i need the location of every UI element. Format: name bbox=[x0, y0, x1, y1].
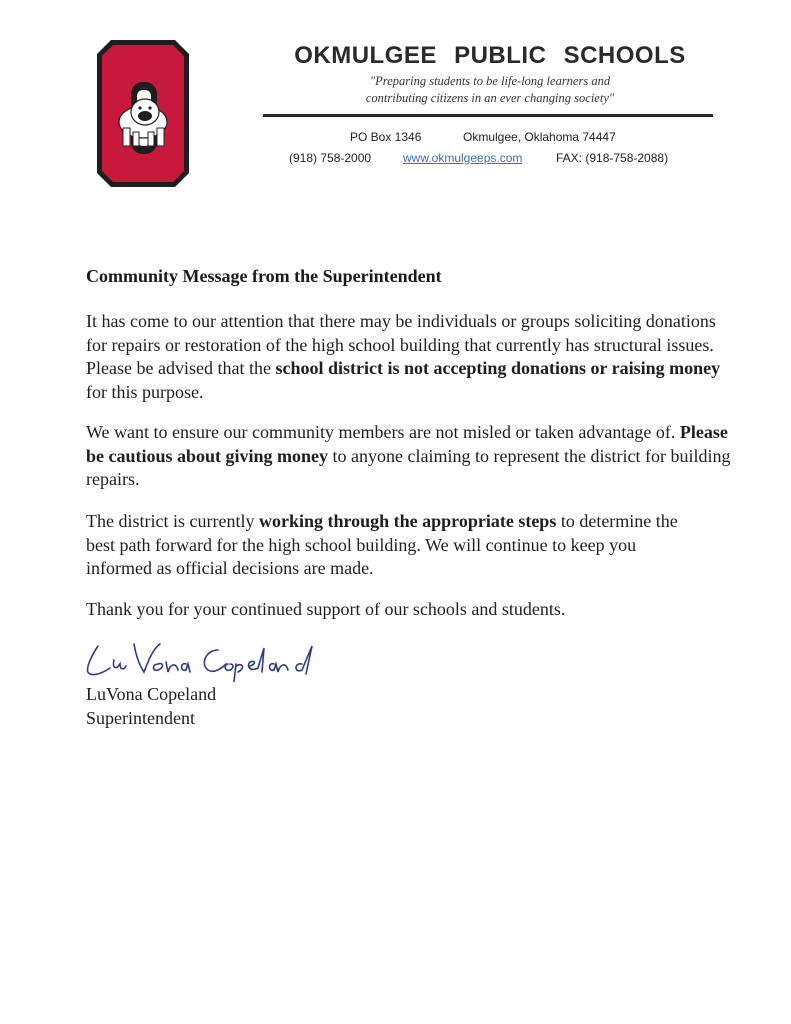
letterhead-divider bbox=[263, 114, 713, 117]
po-box: PO Box 1346 bbox=[350, 130, 422, 144]
paragraph-3-emphasis: working through the appropriate steps bbox=[258, 511, 557, 531]
signature-icon bbox=[80, 638, 330, 682]
motto-line-1: "Preparing students to be life-long learners and bbox=[369, 74, 611, 88]
school-motto bbox=[260, 73, 720, 107]
paragraph-2 bbox=[86, 421, 736, 492]
motto-line-2: contributing citizens in an ever changing society" bbox=[365, 91, 615, 105]
website-link[interactable]: www.okmulgeeps.com bbox=[403, 151, 523, 165]
paragraph-3 bbox=[86, 510, 686, 581]
letter-heading: Community Message from the Superintendent bbox=[86, 266, 442, 286]
paragraph-1-text-end: for this purpose. bbox=[86, 381, 204, 402]
fax-number: FAX: (918-758-2088) bbox=[556, 151, 669, 165]
paragraph-3-text-end: to determine the best path forward for the high school building. We will continue to keep you informed as official decisions are made. bbox=[86, 511, 678, 578]
handwritten-signature bbox=[80, 638, 330, 687]
paragraph-1-emphasis: school district is not accepting donations or raising money bbox=[275, 358, 721, 378]
phone-number: (918) 758-2000 bbox=[289, 151, 372, 165]
signer-title: Superintendent bbox=[86, 708, 195, 728]
paragraph-3-text: The district is currently bbox=[86, 511, 259, 531]
paragraph-2-text-end: to anyone claiming to represent the district for building repairs. bbox=[86, 445, 731, 489]
paragraph-2-text: We want to ensure our community members are not misled or taken advantage of. bbox=[86, 422, 680, 442]
paragraph-2-emphasis: Please be cautious about giving money bbox=[86, 422, 728, 466]
paragraph-4: Thank you for your continued support of our schools and students. bbox=[86, 599, 566, 619]
paragraph-1 bbox=[86, 310, 736, 404]
bulldog-o-logo-icon bbox=[97, 40, 189, 187]
signer-name: LuVona Copeland bbox=[86, 684, 217, 704]
school-logo bbox=[97, 40, 189, 187]
organization-name: OKMULGEE PUBLIC SCHOOLS bbox=[294, 42, 686, 69]
paragraph-1-text: It has come to our attention that there may be individuals or groups soliciting donations for repairs or restoration of the high school building that currently has structural issues. Please be advised that the bbox=[86, 311, 716, 378]
city-state-zip: Okmulgee, Oklahoma 74447 bbox=[463, 130, 616, 144]
